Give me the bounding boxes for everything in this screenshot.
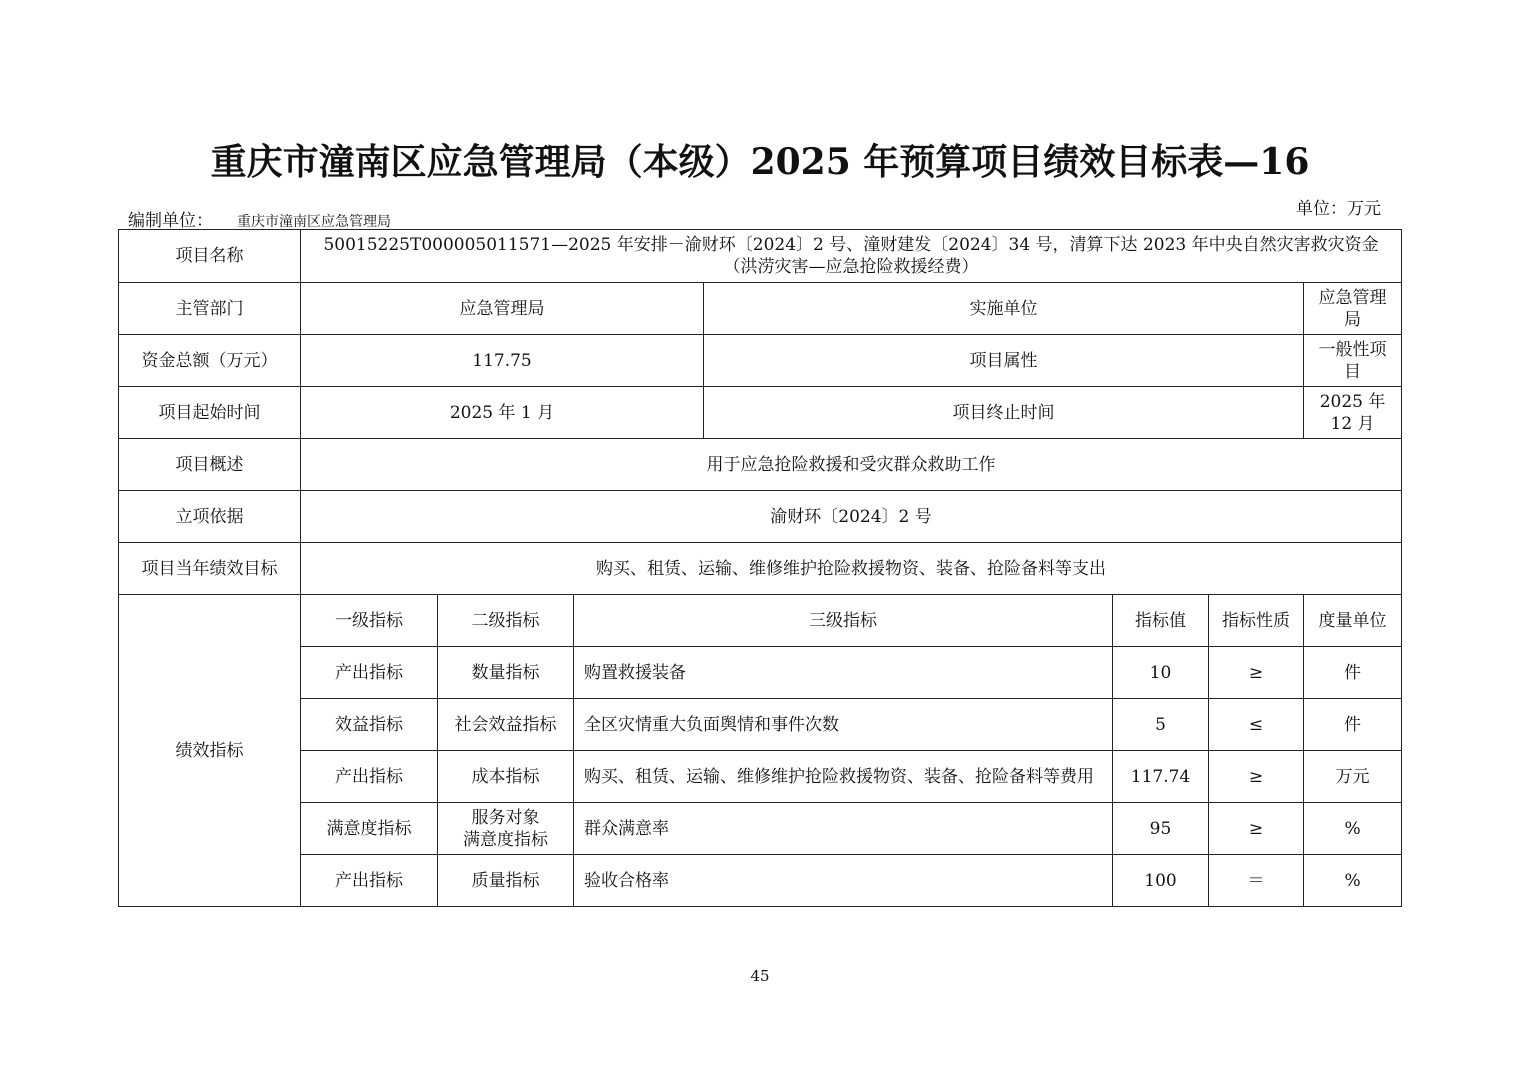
indicator-unit: 万元 bbox=[1304, 751, 1402, 803]
indicator-value: 5 bbox=[1113, 699, 1209, 751]
indicator-value: 95 bbox=[1113, 803, 1209, 855]
indicator-nature: ＝ bbox=[1209, 855, 1304, 907]
indicator-l3: 全区灾情重大负面舆情和事件次数 bbox=[574, 699, 1113, 751]
impl-label: 实施单位 bbox=[704, 283, 1304, 335]
indicator-l1: 产出指标 bbox=[301, 751, 438, 803]
header-l2: 二级指标 bbox=[438, 595, 574, 647]
org-row bbox=[128, 206, 391, 231]
indicator-l3: 购置救援装备 bbox=[574, 647, 1113, 699]
performance-table bbox=[118, 229, 1402, 907]
indicator-l1: 满意度指标 bbox=[301, 803, 438, 855]
indicator-l1: 效益指标 bbox=[301, 699, 438, 751]
dept-value: 应急管理局 bbox=[301, 283, 704, 335]
indicator-value: 100 bbox=[1113, 855, 1209, 907]
indicator-value: 10 bbox=[1113, 647, 1209, 699]
indicator-row bbox=[119, 647, 1402, 699]
indicator-nature: ≤ bbox=[1209, 699, 1304, 751]
indicator-l2: 数量指标 bbox=[438, 647, 574, 699]
fund-label: 资金总额（万元） bbox=[119, 335, 301, 387]
project-name-value bbox=[301, 230, 1402, 283]
indicator-l2-line1: 服务对象 bbox=[471, 807, 540, 828]
impl-value: 应急管理局 bbox=[1304, 283, 1402, 335]
indicator-row bbox=[119, 855, 1402, 907]
org-label: 编制单位： bbox=[128, 211, 213, 231]
page-number: 45 bbox=[750, 967, 770, 985]
indicator-l2: 质量指标 bbox=[438, 855, 574, 907]
indicator-l3: 购买、租赁、运输、维修维护抢险救援物资、装备、抢险备料等费用 bbox=[574, 751, 1113, 803]
indicator-l2 bbox=[438, 803, 574, 855]
page-title: 重庆市潼南区应急管理局（本级）2025 年预算项目绩效目标表—16 bbox=[210, 141, 1310, 183]
indicator-nature: ≥ bbox=[1209, 751, 1304, 803]
indicator-l1: 产出指标 bbox=[301, 647, 438, 699]
indicator-row bbox=[119, 699, 1402, 751]
indicator-l2: 成本指标 bbox=[438, 751, 574, 803]
indicator-l3: 验收合格率 bbox=[574, 855, 1113, 907]
org-value: 重庆市潼南区应急管理局 bbox=[237, 214, 391, 230]
attr-value: 一般性项目 bbox=[1304, 335, 1402, 387]
basis-label: 立项依据 bbox=[119, 491, 301, 543]
end-value: 2025 年 12 月 bbox=[1304, 387, 1402, 439]
table-row bbox=[119, 387, 1402, 439]
unit-label: 单位：万元 bbox=[1296, 199, 1381, 219]
indicator-header-row bbox=[119, 595, 1402, 647]
header-value: 指标值 bbox=[1113, 595, 1209, 647]
table-row bbox=[119, 439, 1402, 491]
goal-value: 购买、租赁、运输、维修维护抢险救援物资、装备、抢险备料等支出 bbox=[301, 543, 1402, 595]
table-row bbox=[119, 283, 1402, 335]
table-row bbox=[119, 335, 1402, 387]
project-name-label: 项目名称 bbox=[119, 230, 301, 283]
indicator-nature: ≥ bbox=[1209, 803, 1304, 855]
summary-value: 用于应急抢险救援和受灾群众救助工作 bbox=[301, 439, 1402, 491]
indicator-l2: 社会效益指标 bbox=[438, 699, 574, 751]
start-value: 2025 年 1 月 bbox=[301, 387, 704, 439]
goal-label: 项目当年绩效目标 bbox=[119, 543, 301, 595]
indicator-l3: 群众满意率 bbox=[574, 803, 1113, 855]
attr-label: 项目属性 bbox=[704, 335, 1304, 387]
indicator-unit: 件 bbox=[1304, 647, 1402, 699]
project-name-line1: 50015225T000005011571—2025 年安排－渝财环〔2024〕2 号、潼财建发〔2024〕34 号，清算下达 2023 年中央自然灾害救灾资金 bbox=[323, 235, 1379, 255]
end-label: 项目终止时间 bbox=[704, 387, 1304, 439]
start-label: 项目起始时间 bbox=[119, 387, 301, 439]
table-row bbox=[119, 230, 1402, 283]
indicator-unit: 件 bbox=[1304, 699, 1402, 751]
indicator-unit: % bbox=[1304, 803, 1402, 855]
table-row bbox=[119, 491, 1402, 543]
indicator-row bbox=[119, 751, 1402, 803]
indicator-nature: ≥ bbox=[1209, 647, 1304, 699]
header-nature: 指标性质 bbox=[1209, 595, 1304, 647]
indicator-row bbox=[119, 803, 1402, 855]
indicators-section-label: 绩效指标 bbox=[119, 595, 301, 907]
basis-value: 渝财环〔2024〕2 号 bbox=[301, 491, 1402, 543]
header-l1: 一级指标 bbox=[301, 595, 438, 647]
summary-label: 项目概述 bbox=[119, 439, 301, 491]
project-name-line2: （洪涝灾害—应急抢险救援经费） bbox=[723, 257, 979, 277]
indicator-value: 117.74 bbox=[1113, 751, 1209, 803]
table-row bbox=[119, 543, 1402, 595]
header-unit: 度量单位 bbox=[1304, 595, 1402, 647]
indicator-unit: % bbox=[1304, 855, 1402, 907]
indicator-l2-line2: 满意度指标 bbox=[463, 829, 548, 850]
fund-value: 117.75 bbox=[301, 335, 704, 387]
indicator-l1: 产出指标 bbox=[301, 855, 438, 907]
dept-label: 主管部门 bbox=[119, 283, 301, 335]
header-l3: 三级指标 bbox=[574, 595, 1113, 647]
